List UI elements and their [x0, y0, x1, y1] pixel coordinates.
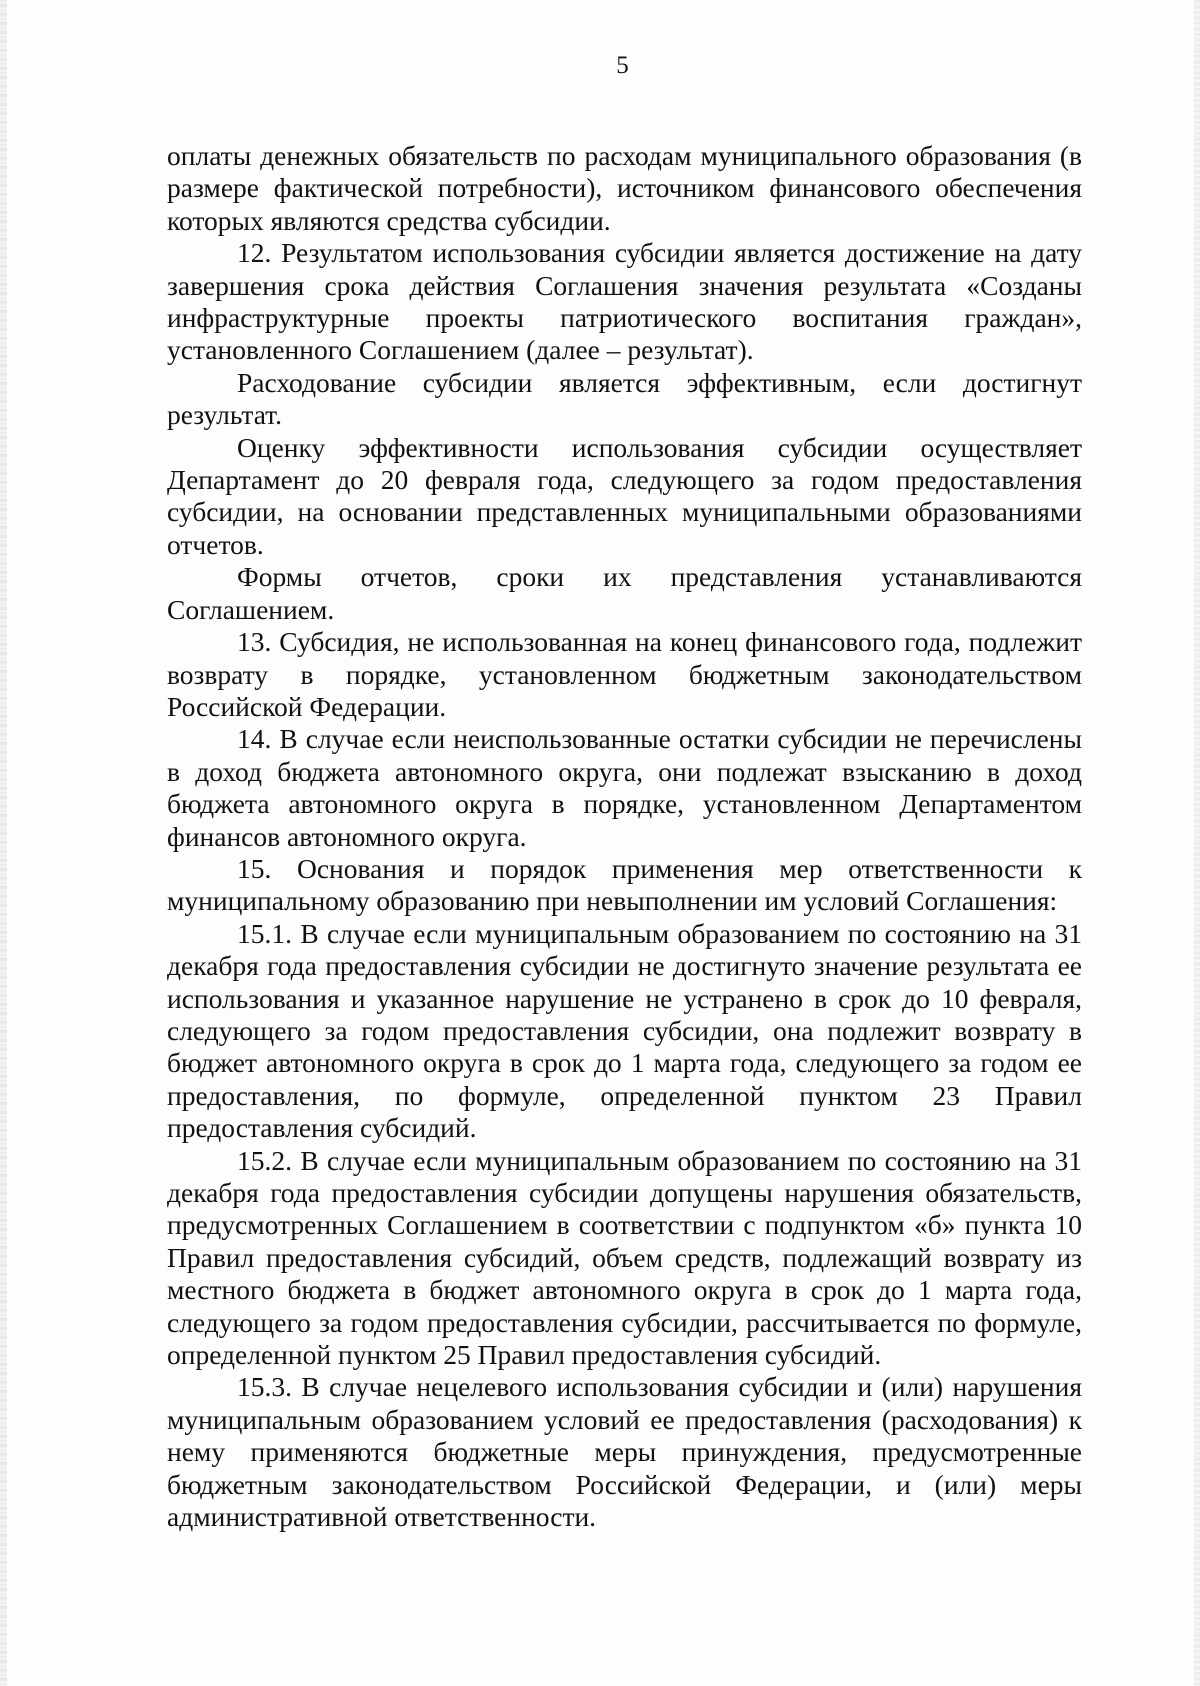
paragraph-item-15-1: 15.1. В случае если муниципальным образованием по состоянию на 31 декабря года предоставления субсидии не достигнуто значение результата ее использования и указанное нарушение не устранено в срок до 10 февраля, следующего за годом предоставления субсидии, она подлежит возврату в бюджет автономного округа в срок до 1 марта года, следующего за годом ее предоставления, по формуле, определенной пунктом 23 Правил предоставления субсидий. — [167, 917, 1082, 1144]
paragraph-item-15-2: 15.2. В случае если муниципальным образованием по состоянию на 31 декабря года предоставления субсидии допущены нарушения обязательств, предусмотренных Соглашением в соответствии с подпунктом «б» пункта 10 Правил предоставления субсидий, объем средств, подлежащий возврату из местного бюджета в бюджет автономного округа в срок до 1 марта года, следующего за годом предоставления субсидии, рассчитывается по формуле, определенной пунктом 25 Правил предоставления субсидий. — [167, 1144, 1082, 1371]
paragraph-item-15-3: 15.3. В случае нецелевого использования субсидии и (или) нарушения муниципальным образованием условий ее предоставления (расходования) к нему применяются бюджетные меры принуждения, предусмотренные бюджетным законодательством Российской Федерации, и (или) меры административной ответственности. — [167, 1371, 1082, 1533]
paragraph-item-13: 13. Субсидия, не использованная на конец финансового года, подлежит возврату в порядке, установленном бюджетным законодательством Российской Федерации. — [167, 626, 1082, 722]
paragraph-continuation: оплаты денежных обязательств по расходам муниципального образования (в размере фактической потребности), источником финансового обеспечения которых являются средства субсидии. — [167, 140, 1082, 236]
paragraph-spending-efficiency: Расходование субсидии является эффективным, если достигнут результат. — [167, 366, 1082, 431]
page-number: 5 — [616, 52, 629, 79]
scan-edge-right — [1194, 0, 1200, 1686]
paragraph-item-12: 12. Результатом использования субсидии является достижение на дату завершения срока действия Соглашения значения результата «Созданы инфраструктурные проекты патриотического воспитания граждан», установленного Соглашением (далее – результат). — [167, 237, 1082, 366]
paragraph-item-15: 15. Основания и порядок применения мер ответственности к муниципальному образованию при невыполнении им условий Соглашения: — [167, 852, 1082, 917]
scan-edge-left — [0, 0, 7, 1686]
paragraph-report-forms: Формы отчетов, сроки их представления устанавливаются Соглашением. — [167, 561, 1082, 625]
paragraph-efficiency-assessment: Оценку эффективности использования субсидии осуществляет Департамент до 20 февраля года, следующего за годом предоставления субсидии, на основании представленных муниципальными образованиями отчетов. — [167, 431, 1082, 560]
paragraph-item-14: 14. В случае если неиспользованные остатки субсидии не перечислены в доход бюджета автономного округа, они подлежат взысканию в доход бюджета автономного округа в порядке, установленном Департаментом финансов автономного округа. — [167, 723, 1082, 852]
document-body — [167, 140, 1082, 1533]
